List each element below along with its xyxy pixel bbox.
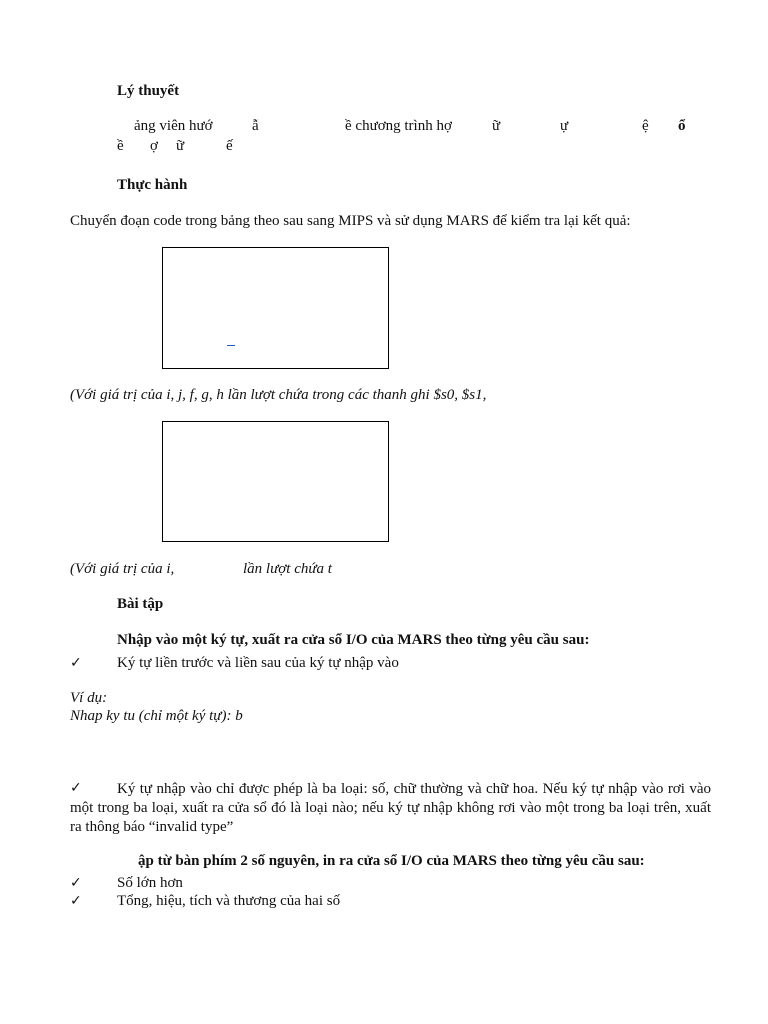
code-box-2 xyxy=(162,421,389,542)
text-fragment: ổ xyxy=(678,118,686,134)
text-fragment: ảng viên hướ xyxy=(134,118,213,134)
text-fragment: ẫ xyxy=(252,118,259,134)
text-fragment: ế xyxy=(226,138,233,154)
task-2-item-2: Tổng, hiệu, tích và thương của hai số xyxy=(117,893,341,909)
text-fragment: ệ xyxy=(642,118,649,134)
text-fragment: ữ xyxy=(176,138,185,154)
checkmark-icon: ✓ xyxy=(70,780,82,796)
checkmark-icon: ✓ xyxy=(70,655,82,671)
text-fragment: ự xyxy=(560,118,569,134)
task-2-item-1: Số lớn hơn xyxy=(117,875,183,891)
text-fragment: ề chương trình hợ xyxy=(345,118,452,134)
checkmark-icon: ✓ xyxy=(70,875,82,891)
code-box-1 xyxy=(162,247,389,369)
task-1-item-2: Ký tự nhập vào chỉ được phép là ba loại: số, chữ thường và chữ hoa. Nếu ký tự nhập vào rơi vào một trong ba loại, xuất ra cửa sổ đó là loại nào; nếu ký tự nhập không rơi vào một trong ba loại trên, xuất ra thông báo “invalid type” xyxy=(70,781,711,835)
checkmark-icon: ✓ xyxy=(70,893,82,909)
heading-bai-tap: Bài tập xyxy=(117,596,164,612)
task-1-heading: Nhập vào một ký tự, xuất ra cửa sổ I/O của MARS theo từng yêu cầu sau: xyxy=(117,632,590,648)
note-fragment: lần lượt chứa t xyxy=(243,561,332,577)
text-fragment: ợ xyxy=(150,138,158,154)
example-input-line: Nhap ky tu (chỉ một ký tự): b xyxy=(70,708,243,724)
hyperlink-mark[interactable] xyxy=(227,345,235,346)
exercise-intro: Chuyển đoạn code trong bảng theo sau sang MIPS và sử dụng MARS để kiểm tra lại kết quả: xyxy=(70,213,631,229)
heading-ly-thuyet: Lý thuyết xyxy=(117,83,180,99)
task-1-item-1: Ký tự liền trước và liền sau của ký tự nhập vào xyxy=(117,655,399,671)
register-note-1: (Với giá trị của i, j, f, g, h lần lượt chứa trong các thanh ghi $s0, $s1, xyxy=(70,387,487,403)
task-2-heading: ập từ bàn phím 2 số nguyên, in ra cửa sổ I/O của MARS theo từng yêu cầu sau: xyxy=(138,853,645,869)
note-fragment: (Với giá trị của i, xyxy=(70,561,175,577)
heading-thuc-hanh: Thực hành xyxy=(117,177,188,193)
text-fragment: ữ xyxy=(492,118,501,134)
example-label: Ví dụ: xyxy=(70,690,108,706)
text-fragment: ề xyxy=(117,138,124,154)
